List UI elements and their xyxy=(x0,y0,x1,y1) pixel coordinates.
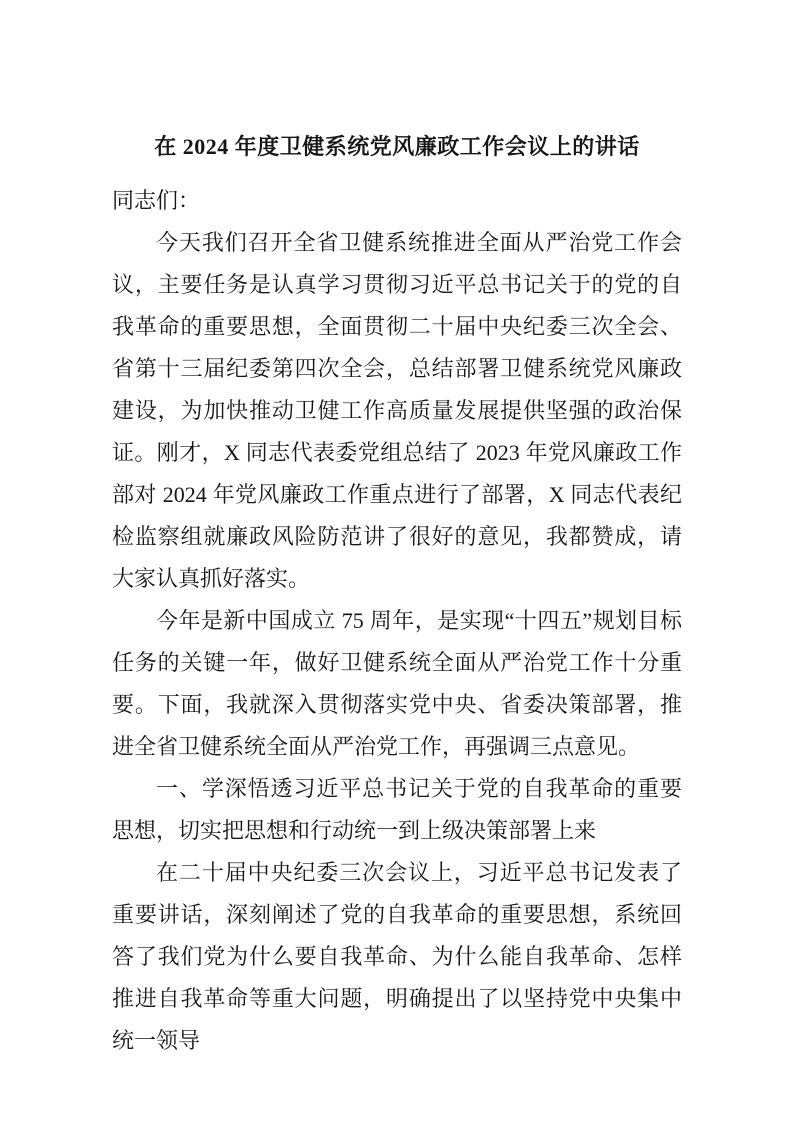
document-title: 在 2024 年度卫健系统党风廉政工作会议上的讲话 xyxy=(154,134,640,159)
section-heading-1: 一、学深悟透习近平总书记关于党的自我革命的重要思想，切实把思想和行动统一到上级决策部署上来 xyxy=(112,776,682,843)
salutation: 同志们： xyxy=(112,188,201,213)
paragraph-anniversary: 今年是新中国成立 75 周年，是实现“十四五”规划目标任务的关键一年，做好卫健系统全面从严治党工作十分重要。下面，我就深入贯彻落实党中央、省委决策部署，推进全省卫健系统全面从严治党工作，再强调三点意见。 xyxy=(112,608,682,759)
paragraph-section1-body: 在二十届中央纪委三次会议上，习近平总书记发表了重要讲话，深刻阐述了党的自我革命的重要思想，系统回答了我们党为什么要自我革命、为什么能自我革命、怎样推进自我革命等重大问题，明确提出了以坚持党中央集中统一领导 xyxy=(112,860,682,1053)
paragraph-opening: 今天我们召开全省卫健系统推进全面从严治党工作会议，主要任务是认真学习贯彻习近平总书记关于的党的自我革命的重要思想，全面贯彻二十届中央纪委三次全会、省第十三届纪委第四次全会，总结部署卫健系统党风廉政建设，为加快推动卫健工作高质量发展提供坚强的政治保证。刚才，X 同志代表委党组总结了 2023 年党风廉政工作部对 2024 年党风廉政工作重点进行了部署，X 同志代表纪检监察组就廉政风险防范讲了很好的意见，我都赞成，请大家认真抓好落实。 xyxy=(112,230,682,591)
